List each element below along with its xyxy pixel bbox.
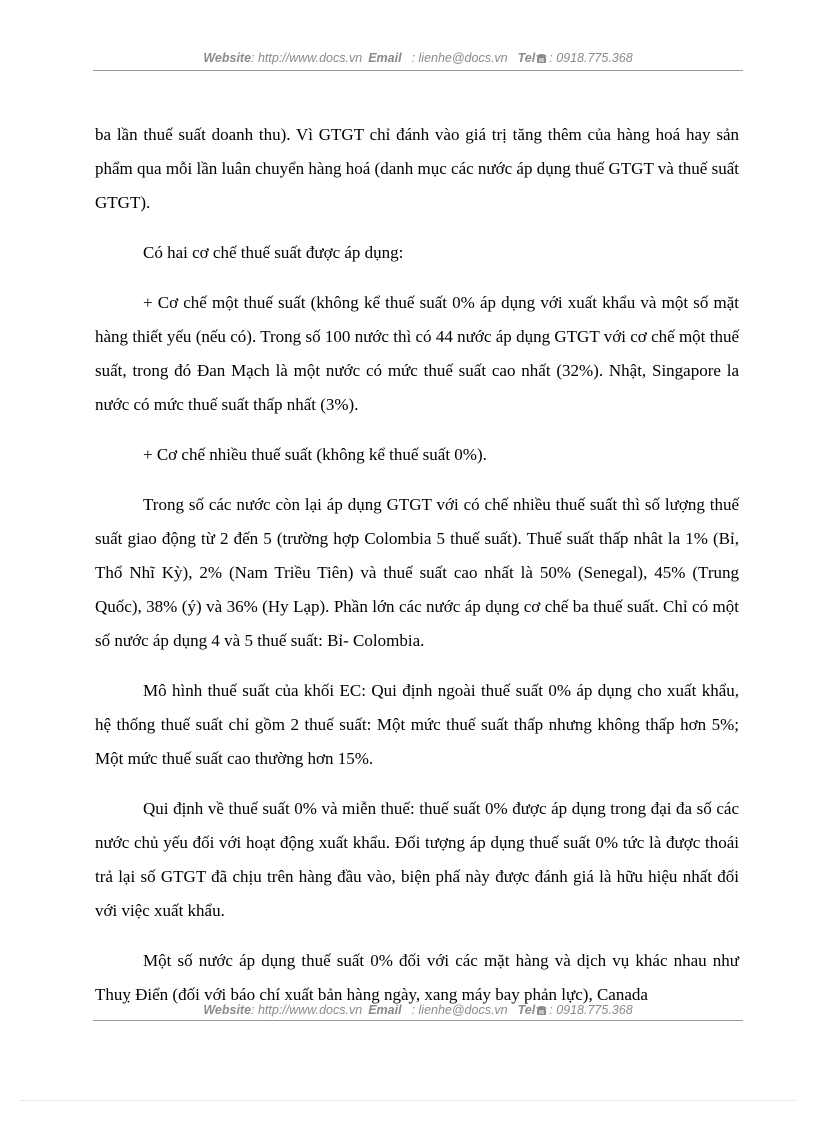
- telephone-icon: [536, 1003, 547, 1013]
- paragraph: Mô hình thuế suất của khối EC: Qui định ngoài thuế suất 0% áp dụng cho xuất khẩu, hệ thống thuế suất chỉ gồm 2 thuế suất: Một mức thuế suất thấp nhưng không thấp hơn 5%; Một mức thuế suất cao thường hơn 15%.: [95, 681, 739, 768]
- footer-email-label: Email: [368, 1003, 402, 1017]
- paragraph: Một số nước áp dụng thuế suất 0% đối với các mặt hàng và dịch vụ khác nhau như Thuỵ Điển (đối với báo chí xuất bản hàng ngày, xang máy bay phản lực), Canada: [95, 951, 739, 1004]
- document-body: [95, 118, 739, 1028]
- header-rule: [93, 70, 743, 71]
- paragraph: Qui định về thuế suất 0% và miễn thuế: thuế suất 0% được áp dụng trong đại đa số các nước chủ yếu đối với hoạt động xuất khẩu. Đối tượng áp dụng thuế suất 0% tức là được thoái trả lại số GTGT đã chịu trên hàng đầu vào, biện phấ này được đánh giá là hữu hiệu nhất đối với việc xuất khẩu.: [95, 799, 739, 920]
- header-email-label: Email: [368, 51, 402, 65]
- header-tel-label: Tel: [517, 51, 536, 65]
- paragraph: + Cơ chế nhiều thuế suất (không kể thuế suất 0%).: [143, 445, 487, 464]
- paragraph: + Cơ chế một thuế suất (không kể thuế suất 0% áp dụng với xuất khẩu và một số mặt hàng thiết yếu (nếu có). Trong số 100 nước thì có 44 nước áp dụng GTGT với cơ chế một thuế suất, trong đó Đan Mạch là một nước có mức thuế suất cao nhất (32%). Nhật, Singapore la nước có mức thuế suất thấp nhất (3%).: [95, 293, 739, 414]
- footer-tel-value: : 0918.775.368: [549, 1003, 633, 1017]
- footer-website-label: Website: [203, 1003, 252, 1017]
- footer-rule: [93, 1020, 743, 1021]
- header-website-label: Website: [203, 51, 252, 65]
- paragraph-continuation: ba lần thuế suất doanh thu). Vì GTGT chỉ đánh vào giá trị tăng thêm của hàng hoá hay sản phẩm qua mỗi lần luân chuyển hàng hoá (danh mục các nước áp dụng thuế GTGT và thuế suất GTGT).: [95, 125, 739, 212]
- footer-email-value: : lienhe@docs.vn: [411, 1003, 508, 1017]
- telephone-icon: [536, 51, 547, 61]
- footer-tel-label: Tel: [517, 1003, 536, 1017]
- header-tel-value: : 0918.775.368: [549, 51, 633, 65]
- page-edge: [20, 1100, 796, 1101]
- paragraph: Trong số các nước còn lại áp dụng GTGT với có chế nhiều thuế suất thì số lượng thuế suất giao động từ 2 đến 5 (trường hợp Colombia 5 thuế suất). Thuế suất thấp nhât la 1% (Bỉ, Thổ Nhĩ Kỳ), 2% (Nam Triều Tiên) và thuế suất cao nhất là 50% (Senegal), 45% (Trung Quốc), 38% (ý) và 36% (Hy Lạp). Phần lớn các nước áp dụng cơ chế ba thuế suất. Chỉ có một số nước áp dụng 4 và 5 thuế suất: Bỉ- Colombia.: [95, 495, 739, 650]
- footer-website-value: : http://www.docs.vn: [251, 1003, 363, 1017]
- header-email-value: : lienhe@docs.vn: [411, 51, 508, 65]
- page-header: [93, 50, 743, 66]
- paragraph: Có hai cơ chế thuế suất được áp dụng:: [143, 243, 404, 262]
- page-footer: [93, 1002, 743, 1018]
- header-website-value: : http://www.docs.vn: [251, 51, 363, 65]
